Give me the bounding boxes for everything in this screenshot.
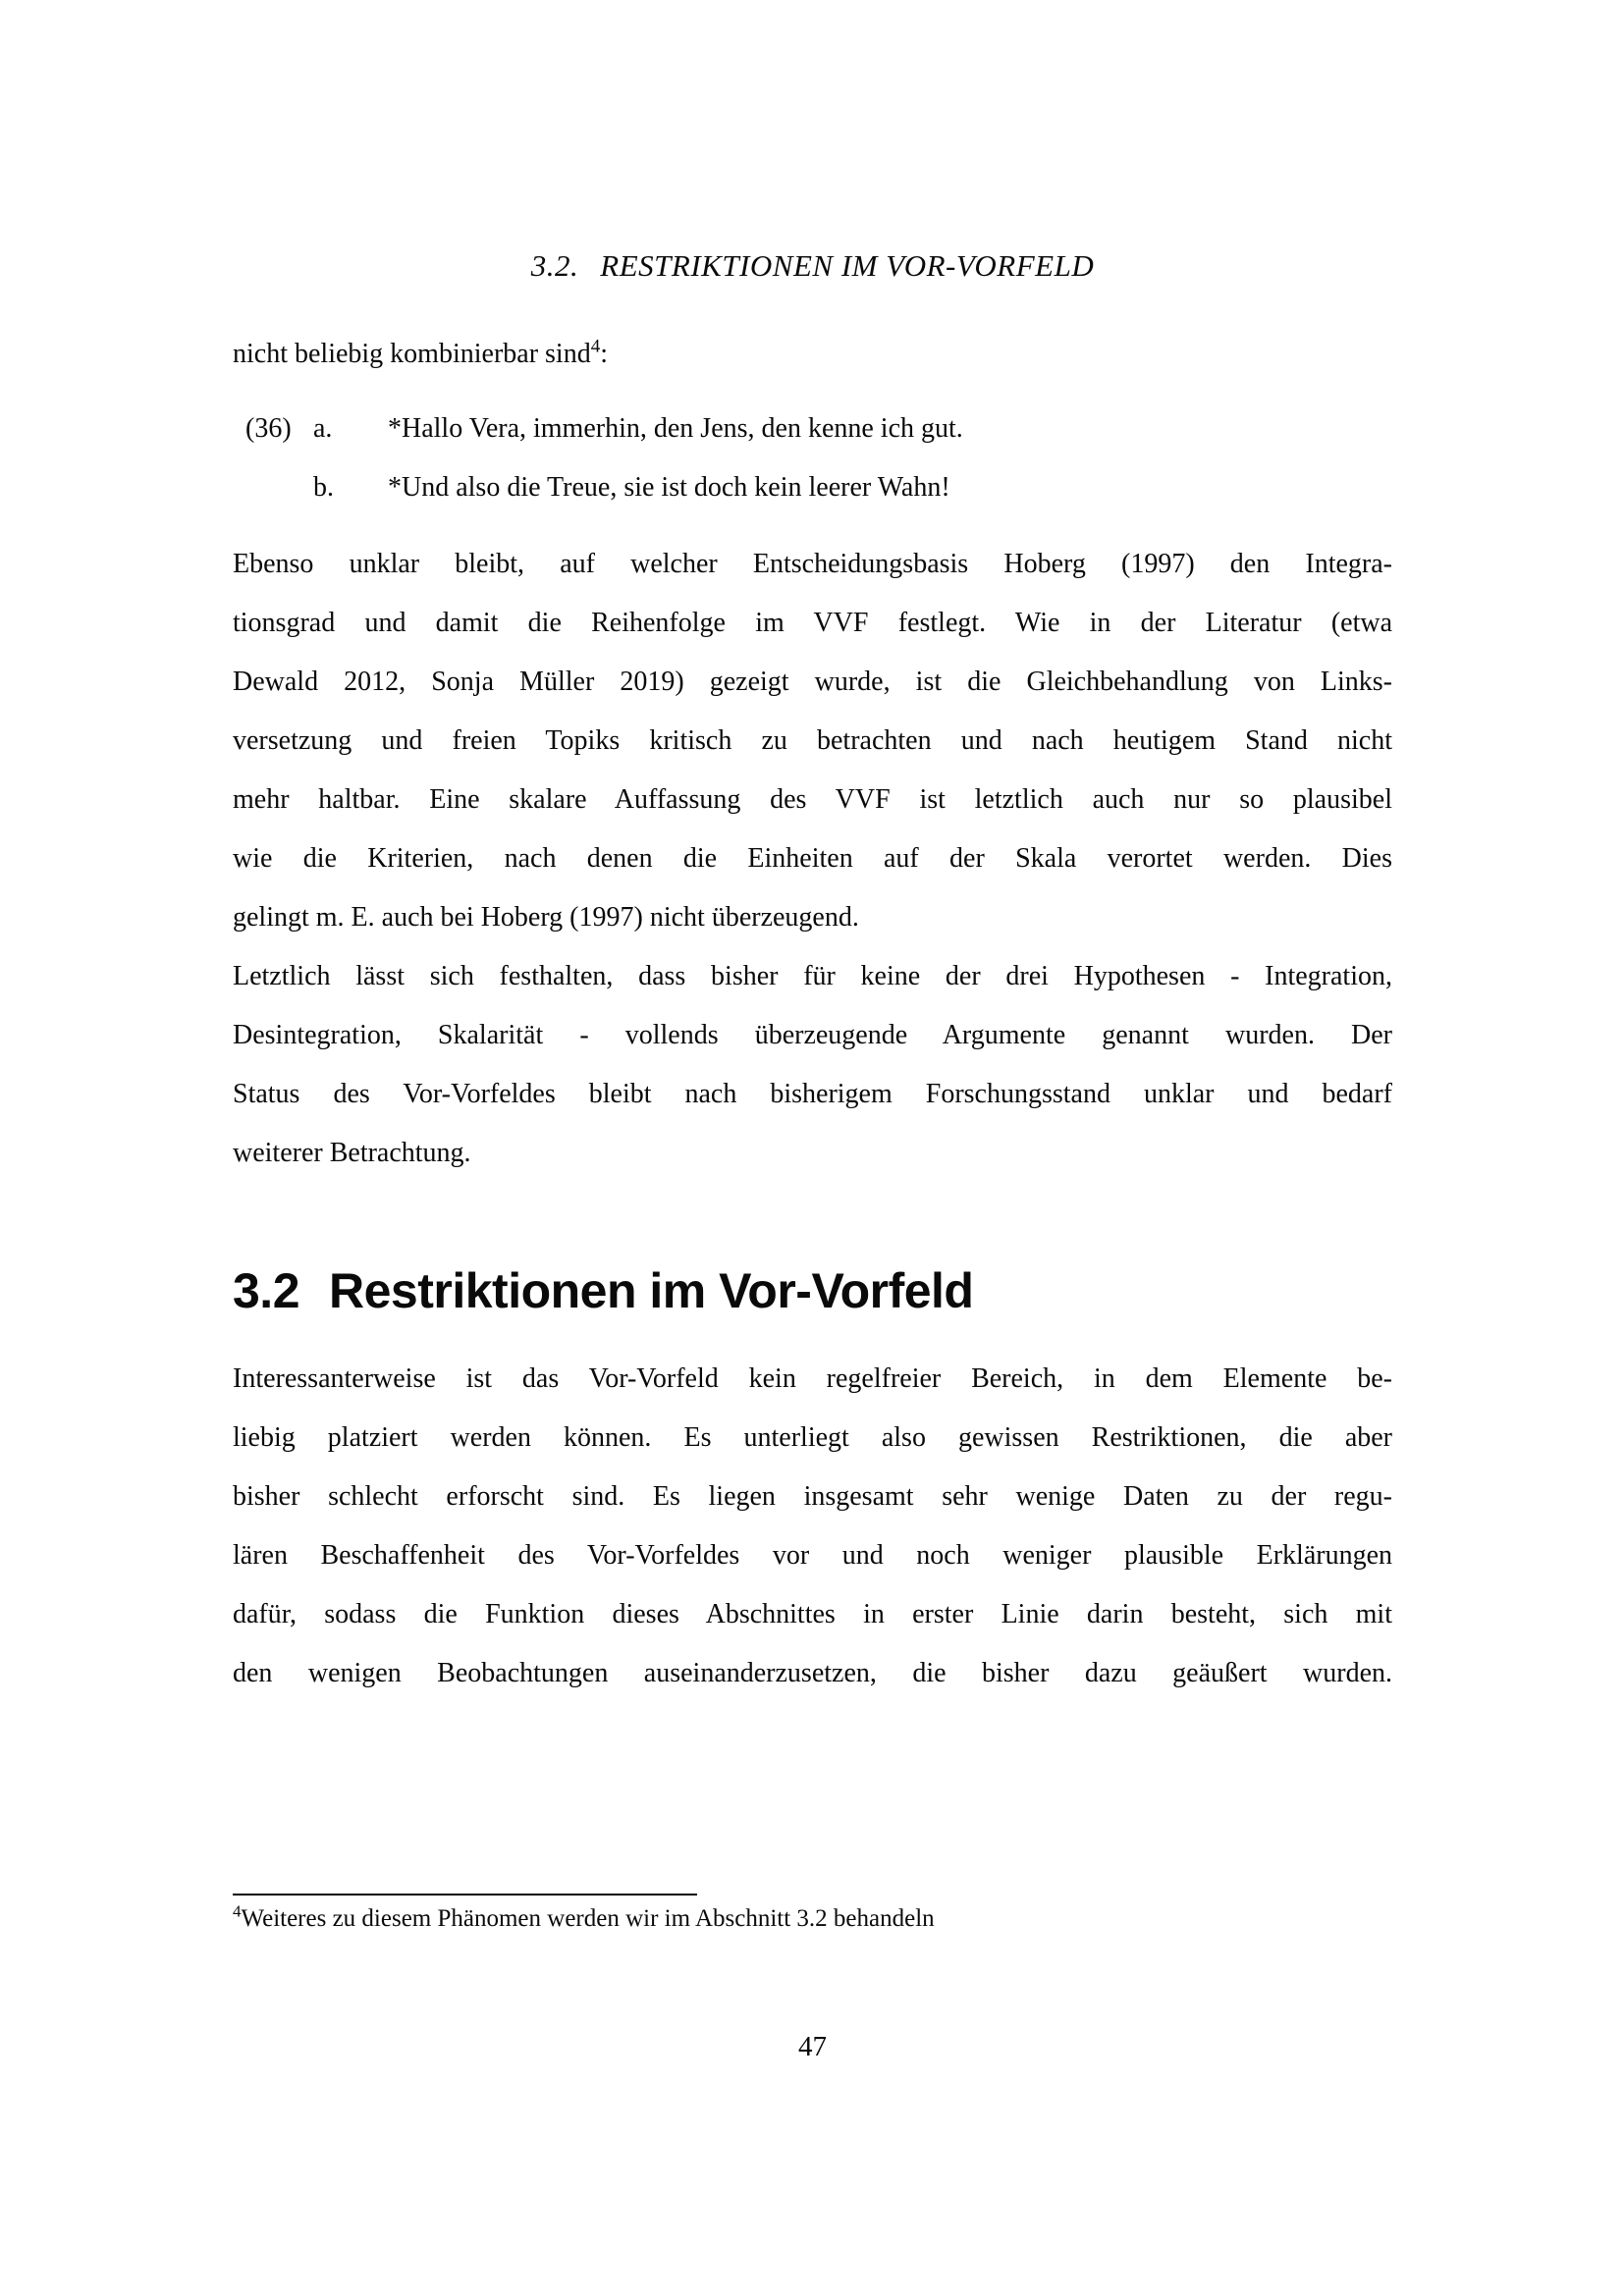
running-head-title: RESTRIKTIONEN IM VOR-VORFELD [600,248,1095,283]
text-line: liebig platziert werden können. Es unterliegt also gewissen Restriktionen, die aber [233,1422,1392,1453]
intro-line [233,334,1392,375]
example-item-label: a. [313,413,333,444]
example-number: (36) [245,413,292,444]
example-item-text: *Und also die Treue, sie ist doch kein leerer Wahn! [388,472,950,503]
text-line: mehr haltbar. Eine skalare Auffassung des VVF ist letztlich auch nur so plausibel [233,784,1392,815]
section-title: Restriktionen im Vor-Vorfeld [329,1263,974,1318]
text-line: Dewald 2012, Sonja Müller 2019) gezeigt wurde, ist die Gleichbehandlung von Links- [233,667,1392,697]
text-line: bisher schlecht erforscht sind. Es liegen insgesamt sehr wenige Daten zu der regu- [233,1481,1392,1512]
section-heading [233,1261,1392,1320]
text-line: gelingt m. E. auch bei Hoberg (1997) nicht überzeugend. [233,902,859,933]
text-line: versetzung und freien Topiks kritisch zu betrachten und nach heutigem Stand nicht [233,725,1392,756]
text-line: Status des Vor-Vorfeldes bleibt nach bisherigem Forschungsstand unklar und bedarf [233,1079,1392,1109]
intro-text: nicht beliebig kombinierbar sind [233,339,591,369]
text-line: dafür, sodass die Funktion dieses Abschnittes in erster Linie darin besteht, sich mit [233,1599,1392,1629]
page-number: 47 [798,2031,827,2062]
text-line: Interessanterweise ist das Vor-Vorfeld kein regelfreier Bereich, in dem Elemente be- [233,1363,1392,1394]
footnote-reference-superscript: 4 [590,336,601,357]
footnote-marker-superscript: 4 [233,1901,242,1921]
body-paragraph-1 [233,535,1392,1183]
text-line: Ebenso unklar bleibt, auf welcher Entscheidungsbasis Hoberg (1997) den Integra- [233,549,1392,579]
example-item-text: *Hallo Vera, immerhin, den Jens, den kenne ich gut. [388,413,963,444]
running-head-section-number: 3.2. [530,248,579,283]
text-line: Desintegration, Skalarität - vollends überzeugende Argumente genannt wurden. Der [233,1020,1392,1050]
text-line: Letztlich lässt sich festhalten, dass bisher für keine der drei Hypothesen - Integration, [233,961,1392,991]
footnote [233,1898,1392,1940]
text-line: tionsgrad und damit die Reihenfolge im VVF festlegt. Wie in der Literatur (etwa [233,608,1392,638]
section-number: 3.2 [233,1263,300,1318]
text-line: weiterer Betrachtung. [233,1138,471,1168]
text-line: lären Beschaffenheit des Vor-Vorfeldes vor und noch weniger plausible Erklärungen [233,1540,1392,1571]
body-paragraph-2 [233,1350,1392,1703]
running-head [233,245,1392,287]
footnote-text: Weiteres zu diesem Phänomen werden wir im Abschnitt 3.2 behandeln [241,1905,935,1932]
text-line: wie die Kriterien, nach denen die Einheiten auf der Skala verortet werden. Dies [233,843,1392,874]
intro-colon: : [600,339,608,369]
footnote-divider [233,1894,697,1896]
text-line: den wenigen Beobachtungen auseinanderzusetzen, die bisher dazu geäußert wurden. [233,1658,1392,1688]
example-item-label: b. [313,472,334,503]
